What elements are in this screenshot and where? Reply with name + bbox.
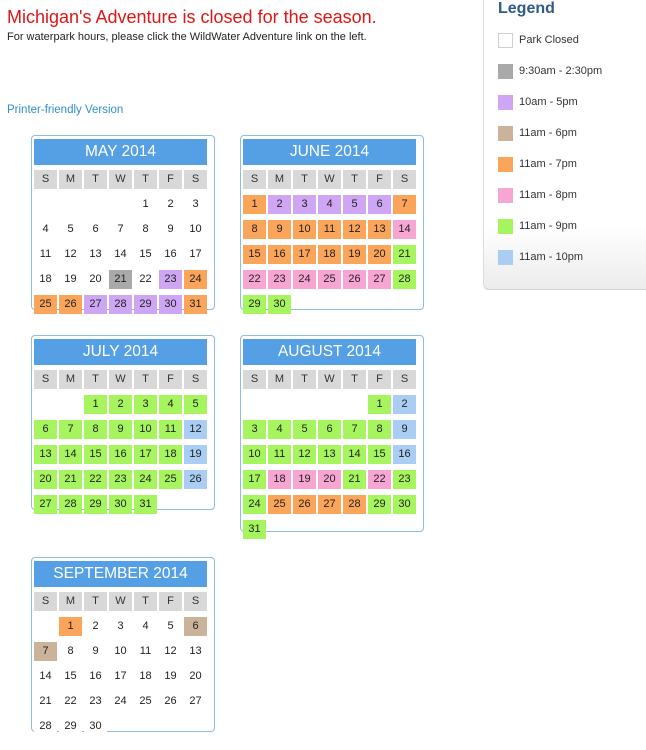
weekday-header: S bbox=[393, 170, 416, 189]
calendar-day: 29 bbox=[84, 495, 107, 514]
calendar-day: 14 bbox=[109, 245, 132, 264]
calendar-day: 30 bbox=[393, 495, 416, 514]
legend-swatch bbox=[498, 157, 513, 172]
weekday-header: M bbox=[268, 170, 291, 189]
calendar-day: 9 bbox=[268, 220, 291, 239]
calendar-day: 1 bbox=[84, 395, 107, 414]
legend-item-h11_7 bbox=[498, 156, 577, 172]
legend-panel bbox=[483, 0, 646, 290]
calendar-day: 3 bbox=[293, 195, 316, 214]
weekday-header: S bbox=[184, 170, 207, 189]
weekday-header: S bbox=[34, 370, 57, 389]
calendar-day: 26 bbox=[184, 470, 207, 489]
calendar-day: 17 bbox=[109, 667, 132, 686]
calendar-day: 1 bbox=[368, 395, 391, 414]
calendar-day: 14 bbox=[393, 220, 416, 239]
calendar-day: 1 bbox=[59, 617, 82, 636]
calendar-day: 4 bbox=[159, 395, 182, 414]
calendar-september-2014 bbox=[31, 557, 215, 732]
legend-swatch bbox=[498, 188, 513, 203]
calendar-day: 13 bbox=[318, 445, 341, 464]
weekday-header: S bbox=[184, 592, 207, 611]
calendar-day: 12 bbox=[184, 420, 207, 439]
calendar-day: 26 bbox=[59, 295, 82, 314]
calendar-day: 5 bbox=[159, 617, 182, 636]
weekday-header: F bbox=[368, 370, 391, 389]
calendar-day: 9 bbox=[159, 220, 182, 239]
calendar-day: 3 bbox=[184, 195, 207, 214]
calendar-day: 16 bbox=[393, 445, 416, 464]
calendar-june-2014 bbox=[240, 135, 424, 310]
printer-friendly-link[interactable]: Printer-friendly Version bbox=[7, 104, 124, 116]
calendar-day: 6 bbox=[184, 617, 207, 636]
calendar-day: 22 bbox=[59, 692, 82, 711]
calendar-day: 5 bbox=[343, 195, 366, 214]
calendar-day: 26 bbox=[343, 270, 366, 289]
calendar-day: 12 bbox=[293, 445, 316, 464]
weekday-header: F bbox=[159, 592, 182, 611]
calendar-month-title: MAY 2014 bbox=[34, 139, 207, 165]
calendar-day: 29 bbox=[134, 295, 157, 314]
calendar-day: 26 bbox=[293, 495, 316, 514]
weekday-header: T bbox=[134, 592, 157, 611]
legend-label: 11am - 9pm bbox=[519, 220, 577, 232]
calendar-day: 15 bbox=[84, 445, 107, 464]
calendar-day: 24 bbox=[184, 270, 207, 289]
calendar-day: 17 bbox=[293, 245, 316, 264]
calendar-day: 8 bbox=[243, 220, 266, 239]
calendar-day: 17 bbox=[134, 445, 157, 464]
calendar-day: 20 bbox=[184, 667, 207, 686]
calendar-day: 23 bbox=[109, 470, 132, 489]
legend-label: 11am - 10pm bbox=[519, 251, 583, 263]
legend-label: 11am - 7pm bbox=[519, 158, 577, 170]
calendar-day: 16 bbox=[109, 445, 132, 464]
calendar-day: 12 bbox=[343, 220, 366, 239]
legend-item-h10_5 bbox=[498, 94, 578, 110]
calendar-day: 31 bbox=[134, 495, 157, 514]
calendar-day: 28 bbox=[109, 295, 132, 314]
calendar-day: 28 bbox=[343, 495, 366, 514]
calendar-month-title: AUGUST 2014 bbox=[243, 339, 416, 365]
calendar-day: 15 bbox=[134, 245, 157, 264]
calendar-day: 11 bbox=[268, 445, 291, 464]
legend-item-h11_9 bbox=[498, 218, 577, 234]
calendar-day: 30 bbox=[159, 295, 182, 314]
calendar-day: 25 bbox=[268, 495, 291, 514]
weekday-header: S bbox=[34, 592, 57, 611]
calendar-day: 14 bbox=[59, 445, 82, 464]
calendar-day: 23 bbox=[159, 270, 182, 289]
calendar-day: 14 bbox=[343, 445, 366, 464]
calendar-day: 17 bbox=[184, 245, 207, 264]
calendar-day: 18 bbox=[34, 270, 57, 289]
calendar-day: 31 bbox=[184, 295, 207, 314]
weekday-header: W bbox=[109, 170, 132, 189]
calendar-day: 4 bbox=[134, 617, 157, 636]
calendar-day: 7 bbox=[34, 642, 57, 661]
calendar-day: 23 bbox=[393, 470, 416, 489]
calendar-day: 12 bbox=[59, 245, 82, 264]
weekday-header: F bbox=[159, 370, 182, 389]
calendar-day: 24 bbox=[134, 470, 157, 489]
calendar-day: 7 bbox=[393, 195, 416, 214]
weekday-header: T bbox=[84, 370, 107, 389]
weekday-header: S bbox=[243, 370, 266, 389]
calendar-day: 11 bbox=[34, 245, 57, 264]
calendar-day: 13 bbox=[84, 245, 107, 264]
calendar-day: 21 bbox=[109, 270, 132, 289]
calendar-day: 18 bbox=[318, 245, 341, 264]
weekday-header: S bbox=[243, 170, 266, 189]
calendar-day: 25 bbox=[34, 295, 57, 314]
calendar-day: 2 bbox=[268, 195, 291, 214]
weekday-header: M bbox=[268, 370, 291, 389]
calendar-day: 11 bbox=[159, 420, 182, 439]
calendar-day: 1 bbox=[243, 195, 266, 214]
legend-item-h11_10 bbox=[498, 249, 583, 265]
calendar-day: 19 bbox=[59, 270, 82, 289]
calendar-day: 8 bbox=[59, 642, 82, 661]
legend-item-h11_6 bbox=[498, 125, 577, 141]
calendar-day: 21 bbox=[393, 245, 416, 264]
calendar-day: 26 bbox=[159, 692, 182, 711]
calendar-month-title: JULY 2014 bbox=[34, 339, 207, 365]
calendar-day: 22 bbox=[243, 270, 266, 289]
legend-swatch bbox=[498, 64, 513, 79]
calendar-month-title: JUNE 2014 bbox=[243, 139, 416, 165]
calendar-day: 30 bbox=[109, 495, 132, 514]
calendar-day: 27 bbox=[34, 495, 57, 514]
calendar-day: 4 bbox=[318, 195, 341, 214]
weekday-header: W bbox=[109, 370, 132, 389]
legend-label: 9:30am - 2:30pm bbox=[519, 65, 603, 77]
calendar-day: 3 bbox=[109, 617, 132, 636]
calendar-day: 5 bbox=[184, 395, 207, 414]
weekday-header: S bbox=[34, 170, 57, 189]
calendar-day: 15 bbox=[243, 245, 266, 264]
weekday-header: T bbox=[134, 170, 157, 189]
calendar-day: 25 bbox=[159, 470, 182, 489]
calendar-day: 8 bbox=[84, 420, 107, 439]
weekday-header: M bbox=[59, 370, 82, 389]
calendar-day: 18 bbox=[268, 470, 291, 489]
calendar-day: 19 bbox=[159, 667, 182, 686]
calendar-day: 25 bbox=[318, 270, 341, 289]
weekday-header: T bbox=[293, 170, 316, 189]
weekday-header: T bbox=[293, 370, 316, 389]
calendar-day: 9 bbox=[109, 420, 132, 439]
calendar-day: 7 bbox=[343, 420, 366, 439]
calendar-day: 3 bbox=[243, 420, 266, 439]
calendar-day: 8 bbox=[368, 420, 391, 439]
calendar-month-title: SEPTEMBER 2014 bbox=[34, 561, 207, 587]
legend-item-h930 bbox=[498, 63, 602, 79]
calendar-day: 10 bbox=[184, 220, 207, 239]
calendar-day: 17 bbox=[243, 470, 266, 489]
calendar-day: 25 bbox=[134, 692, 157, 711]
weekday-header: S bbox=[184, 370, 207, 389]
calendar-day: 18 bbox=[159, 445, 182, 464]
calendar-day: 10 bbox=[109, 642, 132, 661]
closed-announcement: Michigan's Adventure is closed for the season. bbox=[7, 7, 377, 27]
legend-label: 11am - 8pm bbox=[519, 189, 577, 201]
calendar-day: 2 bbox=[84, 617, 107, 636]
calendar-day: 11 bbox=[134, 642, 157, 661]
calendar-day: 16 bbox=[159, 245, 182, 264]
weekday-header: S bbox=[393, 370, 416, 389]
calendar-day: 29 bbox=[368, 495, 391, 514]
weekday-header: W bbox=[318, 370, 341, 389]
legend-item-closed bbox=[498, 32, 579, 48]
calendar-day: 31 bbox=[243, 520, 266, 539]
legend-item-h11_8 bbox=[498, 187, 577, 203]
legend-swatch bbox=[498, 33, 513, 48]
calendar-day: 29 bbox=[243, 295, 266, 314]
calendar-day: 10 bbox=[134, 420, 157, 439]
calendar-day: 21 bbox=[343, 470, 366, 489]
calendar-day: 22 bbox=[84, 470, 107, 489]
calendar-day: 6 bbox=[34, 420, 57, 439]
calendar-day: 13 bbox=[368, 220, 391, 239]
legend-swatch bbox=[498, 126, 513, 141]
calendar-day: 23 bbox=[268, 270, 291, 289]
calendar-day: 6 bbox=[318, 420, 341, 439]
calendar-day: 18 bbox=[134, 667, 157, 686]
calendar-day: 13 bbox=[34, 445, 57, 464]
calendar-day: 1 bbox=[134, 195, 157, 214]
weekday-header: T bbox=[343, 170, 366, 189]
calendar-day: 20 bbox=[84, 270, 107, 289]
calendar-day: 19 bbox=[184, 445, 207, 464]
calendar-day: 22 bbox=[134, 270, 157, 289]
calendar-day: 9 bbox=[84, 642, 107, 661]
calendar-day: 23 bbox=[84, 692, 107, 711]
legend-swatch bbox=[498, 250, 513, 265]
calendar-day: 28 bbox=[393, 270, 416, 289]
calendar-day: 15 bbox=[59, 667, 82, 686]
calendar-day: 19 bbox=[293, 470, 316, 489]
legend-label: 10am - 5pm bbox=[519, 96, 578, 108]
calendar-day: 11 bbox=[318, 220, 341, 239]
calendar-day: 5 bbox=[293, 420, 316, 439]
calendar-day: 27 bbox=[318, 495, 341, 514]
calendar-day: 2 bbox=[109, 395, 132, 414]
weekday-header: W bbox=[109, 592, 132, 611]
calendar-day: 6 bbox=[84, 220, 107, 239]
calendar-day: 4 bbox=[34, 220, 57, 239]
legend-label: 11am - 6pm bbox=[519, 127, 577, 139]
calendar-may-2014 bbox=[31, 135, 215, 310]
calendar-day: 12 bbox=[159, 642, 182, 661]
calendar-day: 10 bbox=[293, 220, 316, 239]
calendar-day: 27 bbox=[84, 295, 107, 314]
legend-label: Park Closed bbox=[519, 34, 579, 46]
weekday-header: W bbox=[318, 170, 341, 189]
calendar-day: 30 bbox=[268, 295, 291, 314]
weekday-header: M bbox=[59, 592, 82, 611]
calendar-day: 27 bbox=[184, 692, 207, 711]
calendar-day: 28 bbox=[59, 495, 82, 514]
calendar-day: 27 bbox=[368, 270, 391, 289]
calendar-day: 20 bbox=[34, 470, 57, 489]
legend-swatch bbox=[498, 95, 513, 110]
weekday-header: T bbox=[84, 170, 107, 189]
weekday-header: T bbox=[84, 592, 107, 611]
calendar-day: 13 bbox=[184, 642, 207, 661]
calendar-day: 7 bbox=[59, 420, 82, 439]
calendar-day: 29 bbox=[59, 717, 82, 736]
calendar-july-2014 bbox=[31, 335, 215, 510]
calendar-day: 14 bbox=[34, 667, 57, 686]
calendar-day: 21 bbox=[34, 692, 57, 711]
calendar-day: 20 bbox=[368, 245, 391, 264]
calendar-day: 24 bbox=[109, 692, 132, 711]
calendar-day: 22 bbox=[368, 470, 391, 489]
legend-swatch bbox=[498, 219, 513, 234]
calendar-day: 3 bbox=[134, 395, 157, 414]
calendar-day: 6 bbox=[368, 195, 391, 214]
calendar-day: 10 bbox=[243, 445, 266, 464]
calendar-august-2014 bbox=[240, 335, 424, 535]
calendar-day: 28 bbox=[34, 717, 57, 736]
calendar-day: 20 bbox=[318, 470, 341, 489]
calendar-day: 2 bbox=[159, 195, 182, 214]
calendar-day: 24 bbox=[293, 270, 316, 289]
waterpark-note: For waterpark hours, please click the WildWater Adventure link on the left. bbox=[7, 31, 367, 43]
calendar-day: 9 bbox=[393, 420, 416, 439]
calendar-day: 7 bbox=[109, 220, 132, 239]
weekday-header: F bbox=[368, 170, 391, 189]
calendar-day: 16 bbox=[84, 667, 107, 686]
weekday-header: T bbox=[343, 370, 366, 389]
calendar-day: 8 bbox=[134, 220, 157, 239]
calendar-day: 15 bbox=[368, 445, 391, 464]
calendar-day: 2 bbox=[393, 395, 416, 414]
weekday-header: F bbox=[159, 170, 182, 189]
calendar-day: 16 bbox=[268, 245, 291, 264]
calendar-day: 21 bbox=[59, 470, 82, 489]
calendar-day: 30 bbox=[84, 717, 107, 736]
calendar-day: 24 bbox=[243, 495, 266, 514]
calendar-day: 19 bbox=[343, 245, 366, 264]
weekday-header: T bbox=[134, 370, 157, 389]
weekday-header: M bbox=[59, 170, 82, 189]
legend-title: Legend bbox=[498, 0, 555, 17]
calendar-day: 4 bbox=[268, 420, 291, 439]
calendar-day: 5 bbox=[59, 220, 82, 239]
